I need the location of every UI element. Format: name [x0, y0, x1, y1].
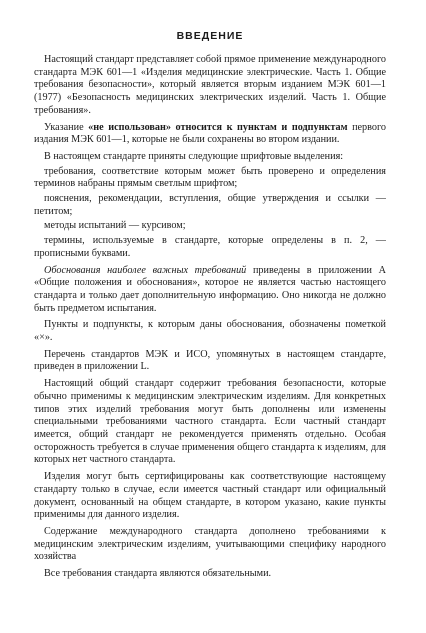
paragraph-not-used-emphasis: «не использован» относится к пунктам и подпунктам [88, 121, 348, 133]
paragraph-font-conventions: В настоящем стандарте приняты следующие шрифтовые выделения: [44, 150, 344, 162]
paragraph-rationale [34, 265, 386, 316]
paragraph-notes-font: пояснения, рекомендации, вступления, общие утверждения и ссылки — петитом; [34, 193, 386, 217]
paragraph-rationale-lead: Обоснования наиболее важных требований [44, 264, 247, 276]
paragraph-intro: Настоящий стандарт представляет собой прямое применение международного стандарта МЭК 601—1 «Изделия медицинские электрические. Часть 1. Общие требования безопасности», который является вторым изданием МЭК 601—1 (1977) «Безопасность медицинских электрических изделий. Часть 1. Общие требования». [34, 54, 386, 116]
paragraph-rationale-tail: приведены в приложении А «Общие положения и обоснования», которое не является частью настоящего стандарта и только дает дополнительную информацию. Оно никогда не должно быть предметом испытания. [34, 264, 386, 314]
paragraph-not-used-lead: Указание [44, 121, 89, 133]
paragraph-standards-list: Перечень стандартов МЭК и ИСО, упомянутых в настоящем стандарте, приведен в приложении L. [34, 348, 386, 373]
page-title: ВВЕДЕНИЕ [176, 30, 244, 42]
paragraph-certification: Изделия могут быть сертифицированы как соответствующие настоящему стандарту только в случае, если имеется частный стандарт или официальный документ, основанный на общем стандарте, в котором указано, какие пункты применимы для данного изделия. [34, 471, 386, 521]
paragraph-not-used-tail: первого издания МЭК 601—1, которые не были сохранены во втором издании. [34, 121, 387, 146]
paragraph-not-used-note [34, 122, 386, 147]
paragraph-test-methods-font: методы испытаний — курсивом; [44, 220, 186, 232]
paragraph-general-standard: Настоящий общий стандарт содержит требования безопасности, которые обычно применимы к медицинским электрическим изделиям. Для конкретных типов этих изделий требования могут быть дополнены или изменены специальными требованиями частного стандарта. Если частный стандарт имеется, общий стандарт не рекомендуется применять отдельно. Особая осторожность требуется в случае применения общего стандарта к изделиям, для которых нет частного стандарта. [34, 378, 386, 466]
paragraph-terms-font: термины, используемые в стандарте, которые определены в п. 2, — прописными буквами. [34, 235, 386, 259]
paragraph-national-additions: Содержание международного стандарта дополнено требованиями к медицинским электрическим изделиям, учитывающими специфику народного хозяйства [34, 525, 386, 563]
paragraph-requirements-font: требования, соответствие которым может быть проверено и определения терминов набраны прямым светлым шрифтом; [34, 165, 386, 190]
paragraph-mandatory: Все требования стандарта являются обязательными. [44, 568, 272, 580]
paragraph-marked-clauses: Пункты и подпункты, к которым даны обоснования, обозначены пометкой «×». [34, 319, 386, 344]
